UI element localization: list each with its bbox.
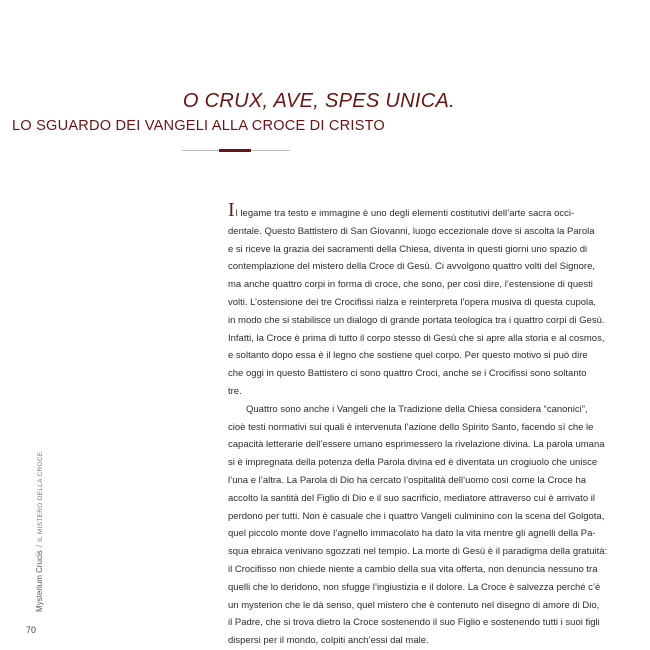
paragraph-line: Quattro sono anche i Vangeli che la Tradizione della Chiesa considera “canonici”,	[246, 403, 588, 415]
paragraph-line: quel piccolo monte dove l’agnello immacolato ha dato la vita mentre gli agnelli della Pa-	[228, 528, 596, 540]
paragraph-line: l’una e l’altra. La Parola di Dio ha cercato l’ospitalità dell’uomo così come la Croce ha	[228, 474, 587, 486]
paragraph-line: volti. L’ostensione dei tre Crocifissi rialza e reinterpreta l’opera musiva di questa cupola,	[228, 296, 597, 308]
drop-cap: I	[228, 199, 235, 221]
paragraph-line: dentale. Questo Battistero di San Giovanni, luogo eccezionale dove si ascolta la Parola	[228, 225, 595, 237]
paragraph-line: in modo che si stabilisce un dialogo di grande portata teologica tra i quattro corpi di Gesù.	[228, 314, 605, 326]
paragraph-line: che oggi in questo Battistero ci sono quattro Croci, anche se i Crocifissi sono soltanto	[228, 368, 587, 380]
paragraph-line: quelli che lo deridono, non sfugge l’ingiustizia e il dolore. La Croce è salvezza perché c’è	[228, 581, 601, 593]
section-title: IL MISTERO DELLA CROCE	[37, 451, 44, 542]
paragraph-line: tre.	[228, 385, 242, 397]
header-separator: /	[35, 544, 44, 548]
paragraph-line: accolto la santità del Figlio di Dio e il suo sacrificio, mediatore attraverso cui è arrivato il	[228, 492, 595, 504]
title-divider-accent	[219, 149, 251, 152]
paragraph-line: il Crocifisso non chiede niente a cambio della sua vita offerta, non denuncia nessuno tra	[228, 563, 598, 575]
running-header	[35, 451, 44, 612]
paragraph-line: il Padre, che si trova dietro la Croce sostenendo il suo Figlio e sostenendo tutti i suoi figli	[228, 617, 600, 629]
paragraph-line: squa ebraica venivano sgozzati nel tempio. La morte di Gesù è il paradigma della gratuità:	[228, 546, 608, 558]
paragraph-line: cioè testi normativi sui quali è intervenuta l’azione dello Spirito Santo, facendo sì che le	[228, 421, 594, 433]
page-number: 70	[26, 625, 37, 635]
paragraph-line: contemplazione del mistero della Croce di Gesù. Ci avvolgono quattro volti del Signore,	[228, 261, 596, 273]
paragraph-line: un mysterion che le dà senso, quel mistero che è contenuto nel disegno di amore di Dio,	[228, 599, 600, 611]
body-text	[228, 199, 608, 650]
paragraph-line: capacità letterarie dell’essere umano esprimessero la rivelazione divina. La parola umana	[228, 439, 605, 451]
chapter-subtitle: LO SGUARDO DEI VANGELI ALLA CROCE DI CRISTO	[11, 118, 385, 134]
paragraph-line: dispersi per il mondo, colpiti anch’essi dal male.	[228, 635, 429, 647]
paragraph-line: Infatti, la Croce è prima di tutto il corpo stesso di Gesù che si apre alla storia e al cosmos,	[228, 332, 605, 344]
paragraph-line-1	[228, 199, 575, 223]
book-title: Mysterium Crucis	[35, 550, 44, 612]
paragraph-line: si è impregnata della potenza della Parola divina ed è diventata un crogiuolo che unisce	[228, 457, 598, 469]
paragraph-line: e si riceve la grazia dei sacramenti della Chiesa, diventa in questi giorni uno spazio di	[228, 243, 588, 255]
paragraph-line: e soltanto dopo essa è il legno che sostiene quel corpo. Per questo motivo si può dire	[228, 350, 588, 362]
line-text: l legame tra testo e immagine è uno degli elementi costitutivi dell’arte sacra occi-	[235, 208, 575, 219]
chapter-title: O CRUX, AVE, SPES UNICA.	[182, 90, 455, 112]
paragraph-line: ma anche quattro corpi in forma di croce, che sono, per così dire, l’estensione di questi	[228, 279, 593, 291]
paragraph-line: perdono per tutti. Non è casuale che i quattro Vangeli culminino con la scena del Golgota,	[228, 510, 605, 522]
